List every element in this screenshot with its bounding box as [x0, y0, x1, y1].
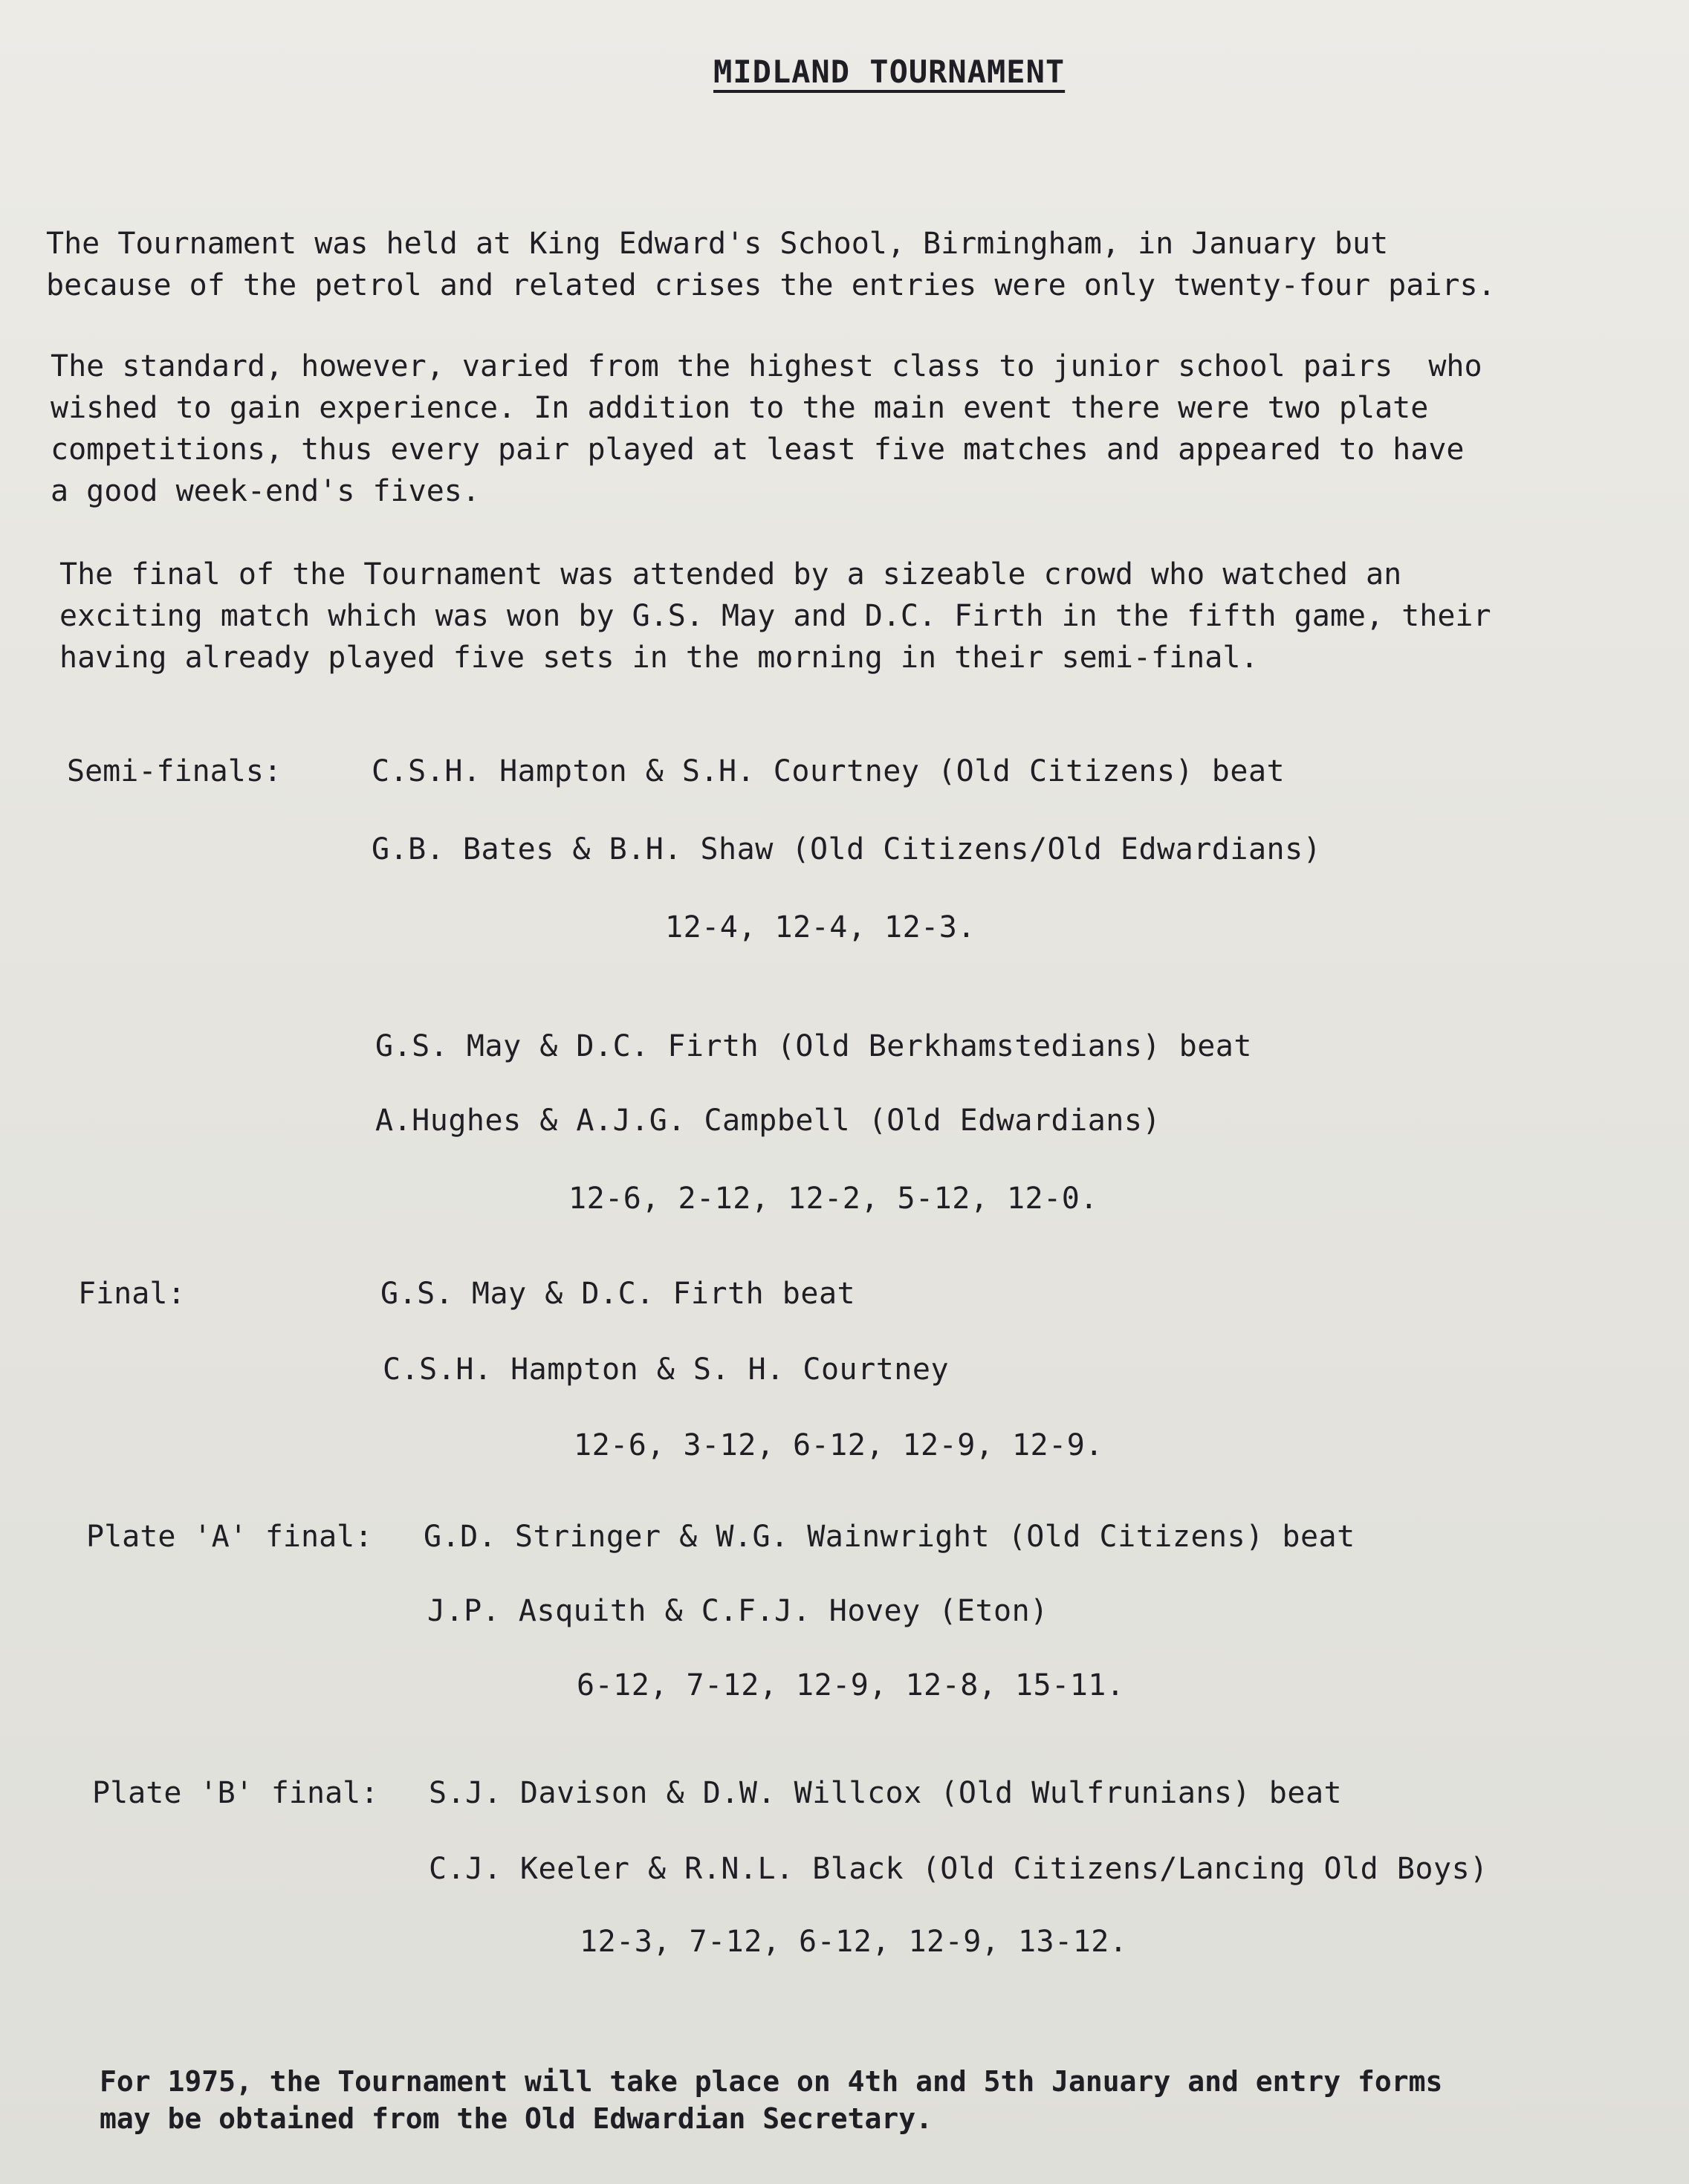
- intro-paragraph: The Tournament was held at King Edward's School, Birmingham, in January but because of the petrol and related crises the entries were only twenty-four pairs.: [46, 227, 1496, 302]
- standard-paragraph: The standard, however, varied from the highest class to junior school pairs who wished to gain experience. In addition to the main event there were two plate competitions, thus every pair played at least five matches and appeared to have a good week-end's fives.: [51, 349, 1482, 508]
- semi1-loser: G.B. Bates & B.H. Shaw (Old Citizens/Old Edwardians): [372, 832, 1322, 866]
- plate-b-score: 12-3, 7-12, 6-12, 12-9, 13-12.: [580, 1925, 1128, 1959]
- semi2-loser: A.Hughes & A.J.G. Campbell (Old Edwardians): [375, 1104, 1161, 1138]
- plate-b-loser: C.J. Keeler & R.N.L. Black (Old Citizens/Lancing Old Boys): [429, 1852, 1488, 1886]
- page-title: MIDLAND TOURNAMENT: [713, 54, 1066, 90]
- final-paragraph: The final of the Tournament was attended by a sizeable crowd who watched an exciting match which was won by G.S. May and D.C. Firth in the fifth game, their having already played five sets in the morning in their semi-final.: [59, 557, 1491, 675]
- plate-a-label: Plate 'A' final:: [86, 1520, 373, 1554]
- plate-a-loser: J.P. Asquith & C.F.J. Hovey (Eton): [427, 1594, 1048, 1628]
- final-winner: G.S. May & D.C. Firth beat: [380, 1277, 856, 1311]
- final-label: Final:: [78, 1277, 186, 1311]
- semi1-score: 12-4, 12-4, 12-3.: [665, 910, 976, 944]
- semi2-score: 12-6, 2-12, 12-2, 5-12, 12-0.: [568, 1182, 1098, 1216]
- semi-finals-label: Semi-finals:: [67, 754, 282, 788]
- plate-b-winner: S.J. Davison & D.W. Willcox (Old Wulfrunians) beat: [429, 1776, 1343, 1810]
- footer-note: For 1975, the Tournament will take place on 4th and 5th January and entry forms may be obtained from the Old Edwardian Secretary.: [100, 2065, 1443, 2135]
- final-score: 12-6, 3-12, 6-12, 12-9, 12-9.: [574, 1428, 1103, 1462]
- final-loser: C.S.H. Hampton & S. H. Courtney: [383, 1352, 950, 1387]
- plate-a-winner: G.D. Stringer & W.G. Wainwright (Old Citizens) beat: [424, 1520, 1355, 1554]
- plate-a-score: 6-12, 7-12, 12-9, 12-8, 15-11.: [577, 1668, 1125, 1702]
- semi2-winner: G.S. May & D.C. Firth (Old Berkhamstedians) beat: [375, 1029, 1252, 1063]
- semi1-winner: C.S.H. Hampton & S.H. Courtney (Old Citizens) beat: [372, 754, 1286, 788]
- plate-b-label: Plate 'B' final:: [92, 1776, 379, 1810]
